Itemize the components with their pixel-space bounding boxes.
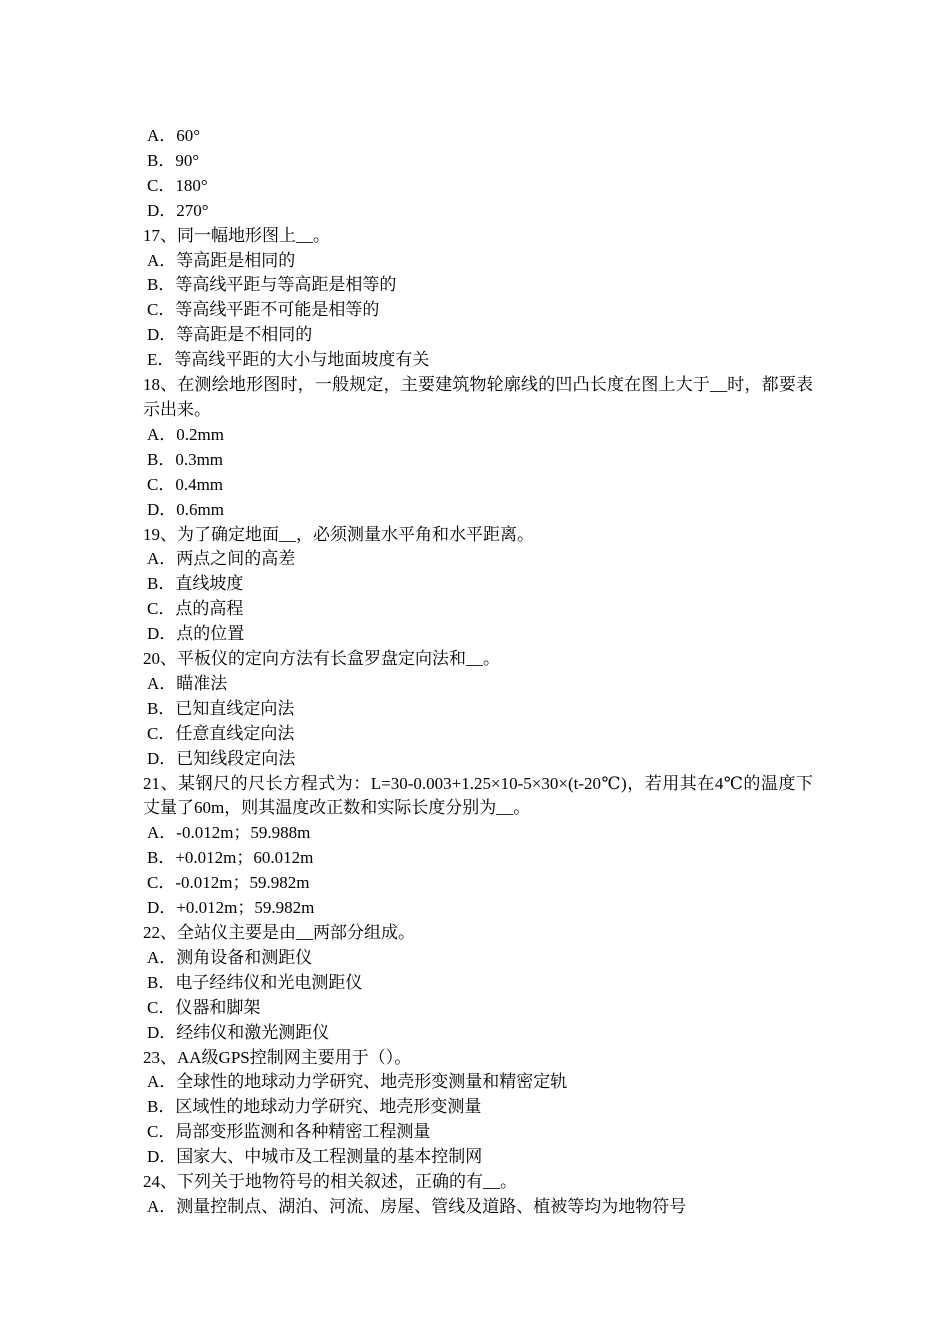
answer-option: B．等高线平距与等高距是相等的	[147, 275, 397, 295]
answer-option: B．+0.012m；60.012m	[147, 848, 314, 868]
question-text: 21、某钢尺的尺长方程式为：L=30-0.003+1.25×10-5×30×(t-20℃)，若用其在4℃的温度下丈量了60m，则其温度改正数和实际长度分别为__。	[143, 773, 813, 818]
answer-option: C．等高线平距不可能是相等的	[147, 300, 380, 320]
answer-option: A．60°	[147, 126, 201, 145]
answer-option: A．-0.012m；59.988m	[147, 823, 311, 843]
answer-option: A．全球性的地球动力学研究、地壳形变测量和精密定轨	[147, 1072, 568, 1092]
answer-option: B．区域性的地球动力学研究、地壳形变测量	[147, 1097, 482, 1117]
answer-option: A．测角设备和测距仪	[147, 947, 313, 967]
answer-option: B．已知直线定向法	[147, 698, 295, 718]
question-text: 18、在测绘地形图时，一般规定，主要建筑物轮廓线的凹凸长度在图上大于__时，都要表示出来。	[143, 375, 813, 419]
question-text: 22、全站仪主要是由__两部分组成。	[143, 923, 415, 942]
answer-option: C．0.4mm	[147, 474, 224, 494]
question-text: 19、为了确定地面__，必须测量水平角和水平距离。	[143, 524, 534, 544]
answer-option: B．电子经纬仪和光电测距仪	[147, 972, 363, 992]
document-body	[143, 124, 813, 1220]
question-text: 24、下列关于地物符号的相关叙述，正确的有__。	[143, 1172, 517, 1192]
question-text: 17、同一幅地形图上__。	[143, 225, 330, 245]
answer-option: A．两点之间的高差	[147, 549, 296, 569]
answer-option: E．等高线平距的大小与地面坡度有关	[147, 350, 430, 370]
answer-option: A．0.2mm	[147, 424, 224, 444]
answer-option: D．经纬仪和激光测距仪	[147, 1022, 330, 1042]
answer-option: C．180°	[147, 175, 208, 195]
answer-option: B．0.3mm	[147, 449, 224, 469]
question-text: 23、AA级GPS控制网主要用于（）。	[143, 1047, 412, 1067]
answer-option: D．0.6mm	[147, 499, 224, 519]
answer-option: C．点的高程	[147, 599, 244, 619]
answer-option: B．90°	[147, 150, 200, 170]
answer-option: D．国家大、中城市及工程测量的基本控制网	[147, 1147, 483, 1167]
answer-option: C．-0.012m；59.982m	[147, 873, 310, 893]
answer-option: B．直线坡度	[147, 574, 244, 594]
answer-option: A．瞄准法	[147, 673, 228, 693]
answer-option: C．仪器和脚架	[147, 997, 261, 1017]
answer-option: D．已知线段定向法	[147, 748, 296, 768]
answer-option: A．等高距是相同的	[147, 250, 296, 270]
answer-option: D．等高距是不相同的	[147, 325, 313, 345]
answer-option: D．+0.012m；59.982m	[147, 898, 315, 918]
question-text: 20、平板仪的定向方法有长盒罗盘定向法和__。	[143, 649, 500, 669]
answer-option: A．测量控制点、湖泊、河流、房屋、管线及道路、植被等均为地物符号	[147, 1196, 687, 1216]
answer-option: C．局部变形监测和各种精密工程测量	[147, 1122, 431, 1142]
answer-option: C．任意直线定向法	[147, 723, 295, 743]
answer-option: D．270°	[147, 200, 209, 220]
answer-option: D．点的位置	[147, 624, 245, 644]
